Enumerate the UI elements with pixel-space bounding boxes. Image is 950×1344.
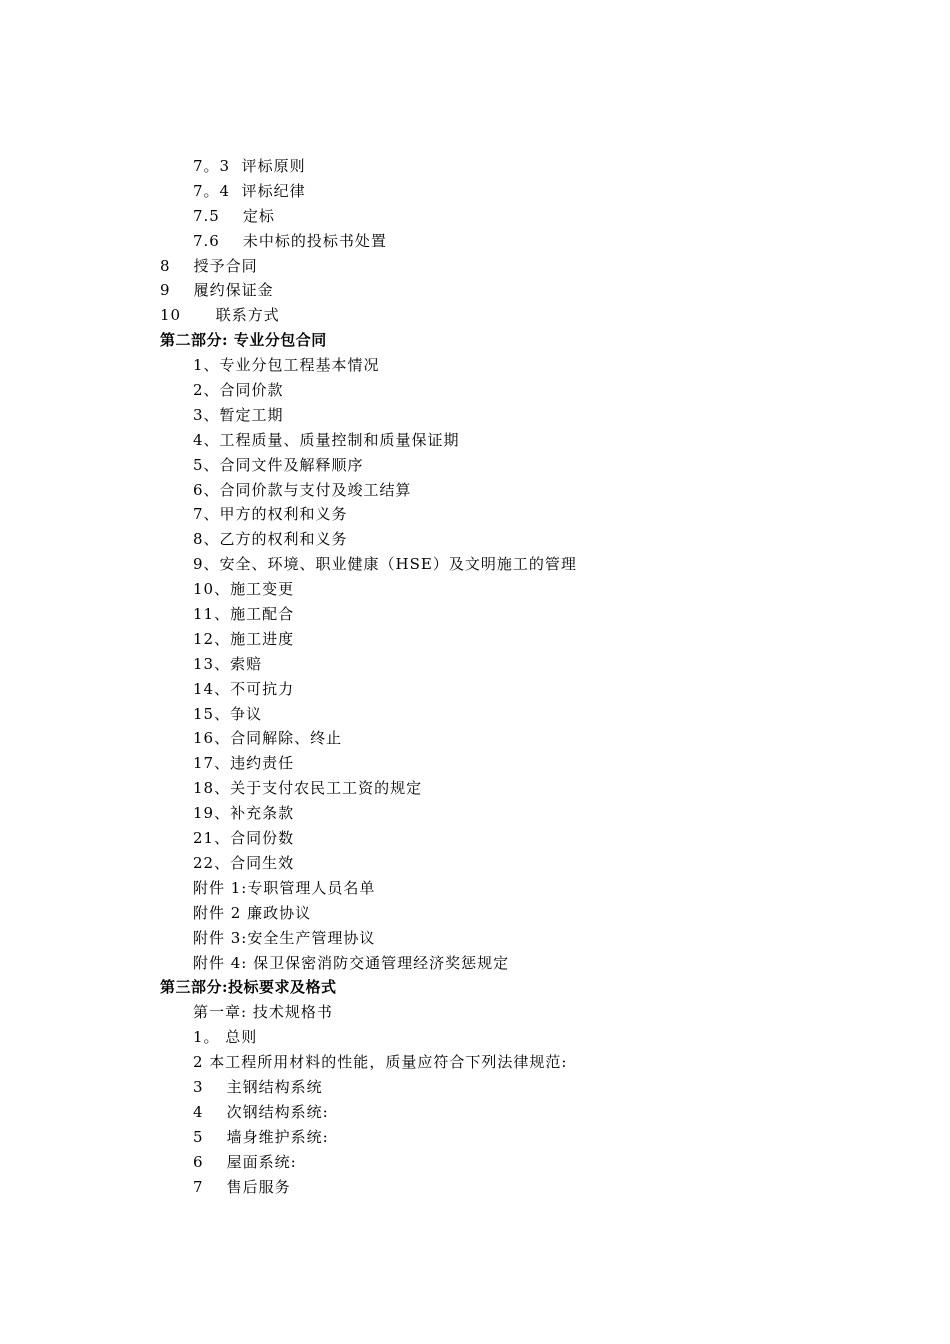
section-heading: 第二部分: 专业分包合同 (160, 331, 327, 350)
toc-entry: 7、甲方的权利和义务 (193, 505, 348, 524)
toc-entry: 2、合同价款 (193, 381, 284, 400)
toc-entry: 1、专业分包工程基本情况 (193, 356, 380, 375)
section-heading: 第三部分:投标要求及格式 (160, 978, 337, 997)
toc-entry: 7。4 评标纪律 (193, 181, 306, 200)
toc-entry: 附件 4: 保卫保密消防交通管理经济奖惩规定 (193, 953, 510, 972)
toc-entry: 第一章: 技术规格书 (193, 1003, 333, 1022)
toc-entry: 15、争议 (193, 704, 263, 723)
toc-entry: 14、不可抗力 (193, 679, 295, 698)
toc-entry: 附件 1:专职管理人员名单 (193, 878, 376, 897)
toc-entry: 附件 2 廉政协议 (193, 903, 312, 922)
toc-entry: 9 履约保证金 (160, 281, 274, 300)
toc-entry: 5 墙身维护系统: (193, 1127, 329, 1146)
toc-entry: 7.6 未中标的投标书处置 (193, 231, 387, 250)
toc-entry: 7.5 定标 (193, 206, 275, 225)
toc-entry: 19、补充条款 (193, 804, 295, 823)
toc-entry: 21、合同份数 (193, 829, 295, 848)
toc-entry: 4 次钢结构系统: (193, 1102, 329, 1121)
toc-entry: 10 联系方式 (160, 306, 280, 325)
toc-entry: 12、施工进度 (193, 629, 295, 648)
toc-entry: 13、索赔 (193, 654, 263, 673)
toc-entry: 4、工程质量、质量控制和质量保证期 (193, 430, 460, 449)
toc-entry: 7。3 评标原则 (193, 157, 306, 175)
toc-entry: 3、暂定工期 (193, 405, 284, 424)
toc-entry: 9、安全、环境、职业健康（HSE）及文明施工的管理 (193, 555, 577, 574)
toc-entry: 8、乙方的权利和义务 (193, 530, 348, 549)
toc-entry: 5、合同文件及解释顺序 (193, 455, 364, 474)
toc-entry: 8 授予合同 (160, 256, 258, 275)
toc-entry: 3 主钢结构系统 (193, 1077, 323, 1096)
toc-entry: 16、合同解除、终止 (193, 729, 343, 748)
toc-entry: 11、施工配合 (193, 605, 295, 624)
toc-entry: 6、合同价款与支付及竣工结算 (193, 480, 412, 499)
toc-entry: 附件 3:安全生产管理协议 (193, 928, 376, 947)
toc-entry: 7 售后服务 (193, 1177, 291, 1196)
toc-entry: 6 屋面系统: (193, 1152, 297, 1171)
toc-entry: 18、关于支付农民工工资的规定 (193, 779, 423, 798)
toc-entry: 2 本工程所用材料的性能，质量应符合下列法律规范: (193, 1053, 568, 1072)
toc-entry: 22、合同生效 (193, 853, 295, 872)
toc-entry: 1。 总则 (193, 1028, 258, 1047)
toc-entry: 10、施工变更 (193, 580, 295, 599)
table-of-contents (0, 154, 950, 1199)
toc-entry: 17、违约责任 (193, 754, 295, 773)
